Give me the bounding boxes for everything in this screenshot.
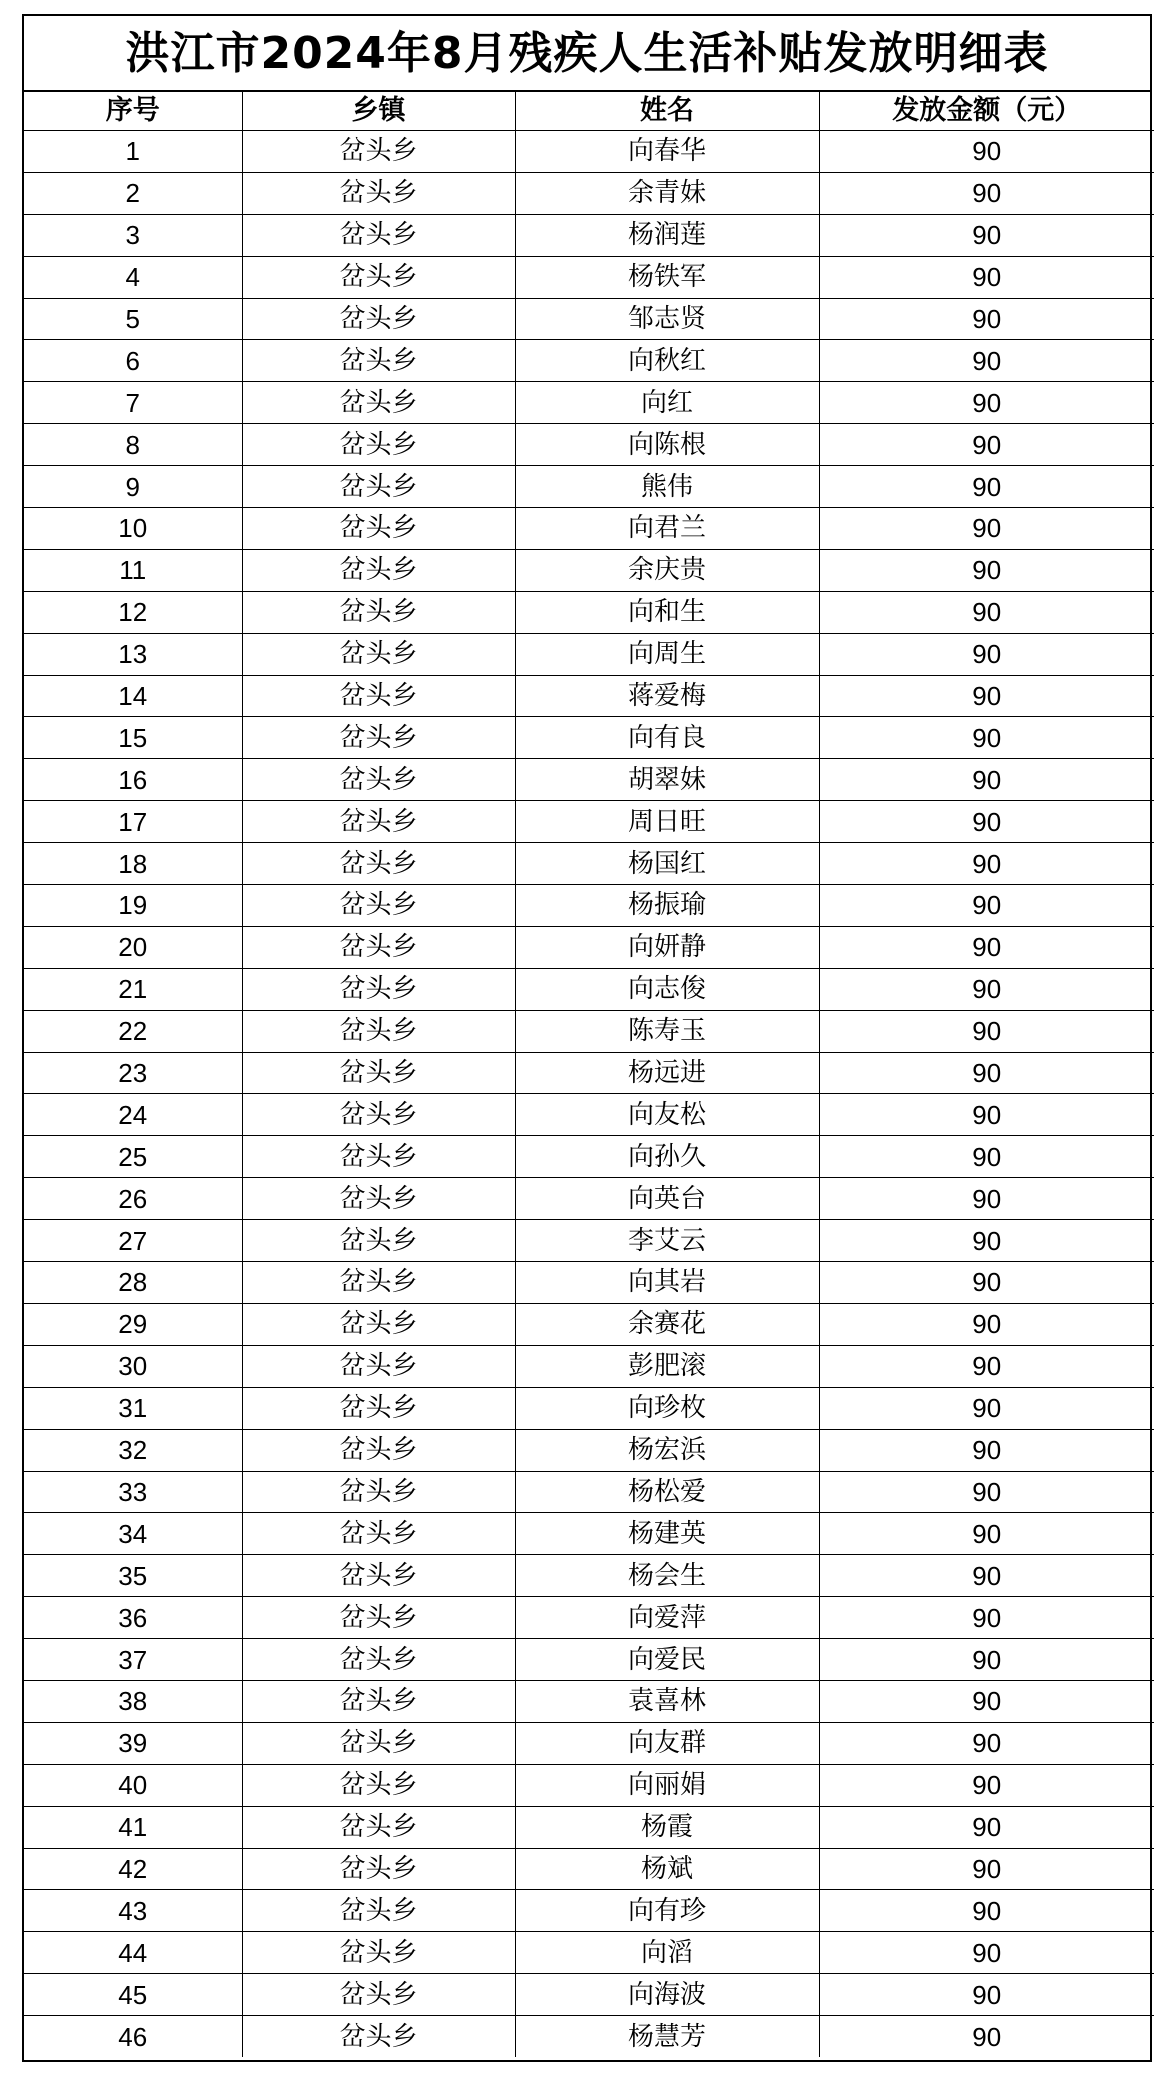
cell-town: 岔头乡 <box>242 1555 515 1597</box>
cell-amount: 90 <box>819 549 1154 591</box>
table-row <box>24 1764 1154 1806</box>
table-row <box>24 1890 1154 1932</box>
table-row <box>24 1136 1154 1178</box>
cell-seq: 1 <box>24 131 242 173</box>
cell-town: 岔头乡 <box>242 591 515 633</box>
cell-name: 杨润莲 <box>515 214 819 256</box>
cell-amount: 90 <box>819 131 1154 173</box>
cell-amount: 90 <box>819 214 1154 256</box>
cell-town: 岔头乡 <box>242 801 515 843</box>
cell-amount: 90 <box>819 1178 1154 1220</box>
table-title: 洪江市2024年8月残疾人生活补贴发放明细表 <box>24 16 1150 92</box>
table-row <box>24 1932 1154 1974</box>
cell-seq: 45 <box>24 1974 242 2016</box>
cell-seq: 19 <box>24 885 242 927</box>
cell-amount: 90 <box>819 1513 1154 1555</box>
table-row <box>24 1387 1154 1429</box>
cell-seq: 31 <box>24 1387 242 1429</box>
cell-town: 岔头乡 <box>242 131 515 173</box>
cell-amount: 90 <box>819 1722 1154 1764</box>
table-row <box>24 1429 1154 1471</box>
table-row <box>24 466 1154 508</box>
cell-amount: 90 <box>819 1932 1154 1974</box>
cell-town: 岔头乡 <box>242 424 515 466</box>
cell-amount: 90 <box>972 2021 1002 2052</box>
cell-name: 向妍静 <box>515 926 819 968</box>
header-row <box>24 92 1154 131</box>
table-row <box>24 633 1154 675</box>
table-row <box>24 885 1154 927</box>
cell-seq: 27 <box>24 1220 242 1262</box>
cell-name: 杨宏浜 <box>515 1429 819 1471</box>
cell-amount: 90 <box>819 1136 1154 1178</box>
table-row <box>24 1555 1154 1597</box>
cell-seq: 43 <box>24 1890 242 1932</box>
table-row <box>24 1513 1154 1555</box>
cell-name: 杨振瑜 <box>515 885 819 927</box>
table-row <box>24 926 1154 968</box>
cell-seq: 5 <box>24 298 242 340</box>
cell-town: 岔头乡 <box>242 382 515 424</box>
cell-name: 向红 <box>515 382 819 424</box>
cell-amount: 90 <box>819 968 1154 1010</box>
cell-amount: 90 <box>819 1764 1154 1806</box>
cell-amount: 90 <box>819 885 1154 927</box>
subsidy-table <box>24 92 1154 2057</box>
table-row <box>24 298 1154 340</box>
cell-name: 邹志贤 <box>515 298 819 340</box>
table-row <box>24 1680 1154 1722</box>
table-row <box>24 172 1154 214</box>
cell-amount: 90 <box>819 675 1154 717</box>
cell-town: 岔头乡 <box>242 2016 515 2057</box>
cell-name: 向滔 <box>515 1932 819 1974</box>
header-amount: 发放金额（元） <box>819 92 1154 131</box>
cell-town: 岔头乡 <box>242 256 515 298</box>
cell-name: 熊伟 <box>515 466 819 508</box>
cell-amount: 90 <box>819 256 1154 298</box>
cell-town: 岔头乡 <box>242 633 515 675</box>
cell-amount: 90 <box>819 759 1154 801</box>
cell-town: 岔头乡 <box>242 926 515 968</box>
cell-amount: 90 <box>819 717 1154 759</box>
cell-amount: 90 <box>819 1303 1154 1345</box>
cell-name: 杨国红 <box>515 843 819 885</box>
table-row <box>24 549 1154 591</box>
table-row <box>24 759 1154 801</box>
cell-town: 岔头乡 <box>242 1890 515 1932</box>
cell-seq: 10 <box>24 508 242 550</box>
cell-town: 岔头乡 <box>242 968 515 1010</box>
table-row <box>24 1220 1154 1262</box>
cell-seq: 29 <box>24 1303 242 1345</box>
cell-name: 蒋爱梅 <box>515 675 819 717</box>
table-row <box>24 256 1154 298</box>
cell-name: 向英台 <box>515 1178 819 1220</box>
table-row <box>24 843 1154 885</box>
cell-town: 岔头乡 <box>242 549 515 591</box>
table-row <box>24 968 1154 1010</box>
cell-amount: 90 <box>819 424 1154 466</box>
cell-seq: 34 <box>24 1513 242 1555</box>
cell-name: 向有良 <box>515 717 819 759</box>
cell-seq: 3 <box>24 214 242 256</box>
cell-amount: 90 <box>819 801 1154 843</box>
cell-name: 向陈根 <box>515 424 819 466</box>
cell-amount: 90 <box>819 1597 1154 1639</box>
table-row <box>24 1974 1154 2016</box>
cell-amount: 90 <box>819 1555 1154 1597</box>
cell-town: 岔头乡 <box>242 717 515 759</box>
cell-seq: 37 <box>24 1639 242 1681</box>
cell-seq: 30 <box>24 1345 242 1387</box>
cell-name: 向周生 <box>515 633 819 675</box>
cell-name: 余赛花 <box>515 1303 819 1345</box>
cell-town: 岔头乡 <box>242 1974 515 2016</box>
cell-amount: 90 <box>819 1806 1154 1848</box>
cell-amount: 90 <box>819 172 1154 214</box>
cell-amount: 90 <box>819 382 1154 424</box>
cell-town: 岔头乡 <box>242 298 515 340</box>
cell-name: 杨铁军 <box>515 256 819 298</box>
table-row <box>24 382 1154 424</box>
cell-town: 岔头乡 <box>242 885 515 927</box>
cell-name: 杨远进 <box>515 1052 819 1094</box>
cell-name: 向春华 <box>515 131 819 173</box>
table-body <box>24 131 1154 2057</box>
cell-seq: 25 <box>24 1136 242 1178</box>
cell-amount: 90 <box>819 1890 1154 1932</box>
cell-amount: 90 <box>819 1094 1154 1136</box>
cell-name: 向友松 <box>515 1094 819 1136</box>
cell-amount: 90 <box>819 1220 1154 1262</box>
cell-seq: 26 <box>24 1178 242 1220</box>
cell-town: 岔头乡 <box>242 1094 515 1136</box>
cell-amount: 90 <box>819 591 1154 633</box>
cell-town: 岔头乡 <box>242 1262 515 1304</box>
cell-name: 向爱民 <box>515 1639 819 1681</box>
cell-town: 岔头乡 <box>242 1429 515 1471</box>
cell-name: 向志俊 <box>515 968 819 1010</box>
cell-amount: 90 <box>819 508 1154 550</box>
cell-seq: 44 <box>24 1932 242 1974</box>
cell-seq: 20 <box>24 926 242 968</box>
cell-town: 岔头乡 <box>242 1387 515 1429</box>
cell-name: 向珍枚 <box>515 1387 819 1429</box>
cell-seq: 38 <box>24 1680 242 1722</box>
cell-seq: 21 <box>24 968 242 1010</box>
cell-amount: 90 <box>819 1639 1154 1681</box>
table-row <box>24 1806 1154 1848</box>
cell-name: 彭肥滚 <box>515 1345 819 1387</box>
cell-name: 李艾云 <box>515 1220 819 1262</box>
cell-seq: 32 <box>24 1429 242 1471</box>
cell-town: 岔头乡 <box>242 1513 515 1555</box>
cell-seq: 33 <box>24 1471 242 1513</box>
cell-town: 岔头乡 <box>242 843 515 885</box>
table-row <box>24 591 1154 633</box>
cell-amount: 90 <box>819 1471 1154 1513</box>
cell-name: 周日旺 <box>515 801 819 843</box>
cell-amount: 90 <box>819 633 1154 675</box>
cell-seq: 41 <box>24 1806 242 1848</box>
cell-name: 胡翠妹 <box>515 759 819 801</box>
cell-seq: 13 <box>24 633 242 675</box>
cell-seq: 9 <box>24 466 242 508</box>
table-row <box>24 675 1154 717</box>
cell-town: 岔头乡 <box>242 1471 515 1513</box>
cell-seq: 22 <box>24 1010 242 1052</box>
table-row <box>24 1052 1154 1094</box>
cell-seq: 36 <box>24 1597 242 1639</box>
cell-seq: 16 <box>24 759 242 801</box>
cell-town: 岔头乡 <box>242 1848 515 1890</box>
cell-town: 岔头乡 <box>242 1136 515 1178</box>
cell-seq: 46 <box>24 2016 242 2057</box>
cell-name: 向友群 <box>515 1722 819 1764</box>
cell-amount: 90 <box>819 926 1154 968</box>
cell-town: 岔头乡 <box>242 1010 515 1052</box>
cell-name: 杨霞 <box>515 1806 819 1848</box>
cell-name: 向和生 <box>515 591 819 633</box>
table-row <box>24 424 1154 466</box>
cell-name: 向孙久 <box>515 1136 819 1178</box>
cell-seq: 14 <box>24 675 242 717</box>
cell-seq: 18 <box>24 843 242 885</box>
cell-seq: 39 <box>24 1722 242 1764</box>
cell-amount: 90 <box>819 1387 1154 1429</box>
cell-town: 岔头乡 <box>242 1345 515 1387</box>
table-row <box>24 1722 1154 1764</box>
cell-name: 向有珍 <box>515 1890 819 1932</box>
cell-name: 向丽娟 <box>515 1764 819 1806</box>
cell-town: 岔头乡 <box>242 1178 515 1220</box>
cell-seq: 23 <box>24 1052 242 1094</box>
cell-amount: 90 <box>819 1262 1154 1304</box>
header-seq: 序号 <box>24 92 242 131</box>
cell-name: 向其岩 <box>515 1262 819 1304</box>
table-row <box>24 1010 1154 1052</box>
cell-town: 岔头乡 <box>242 1806 515 1848</box>
table-row <box>24 214 1154 256</box>
cell-amount: 90 <box>819 1010 1154 1052</box>
cell-amount: 90 <box>819 1429 1154 1471</box>
cell-name: 陈寿玉 <box>515 1010 819 1052</box>
cell-name: 杨松爱 <box>515 1471 819 1513</box>
cell-town: 岔头乡 <box>242 1052 515 1094</box>
table-row <box>24 1848 1154 1890</box>
table-row <box>24 1303 1154 1345</box>
cell-amount: 90 <box>819 1680 1154 1722</box>
cell-amount: 90 <box>819 466 1154 508</box>
cell-seq: 15 <box>24 717 242 759</box>
cell-town: 岔头乡 <box>242 172 515 214</box>
table-row <box>24 1471 1154 1513</box>
cell-seq: 7 <box>24 382 242 424</box>
cell-town: 岔头乡 <box>242 1932 515 1974</box>
cell-town: 岔头乡 <box>242 1303 515 1345</box>
table-row <box>24 131 1154 173</box>
cell-town: 岔头乡 <box>242 1220 515 1262</box>
cell-town: 岔头乡 <box>242 340 515 382</box>
cell-seq: 4 <box>24 256 242 298</box>
cell-town: 岔头乡 <box>242 508 515 550</box>
cell-name: 向爱萍 <box>515 1597 819 1639</box>
cell-seq: 11 <box>24 549 242 591</box>
table-row <box>24 1094 1154 1136</box>
cell-town: 岔头乡 <box>242 466 515 508</box>
cell-name: 杨斌 <box>515 1848 819 1890</box>
cell-seq: 17 <box>24 801 242 843</box>
cell-amount: 90 <box>819 1345 1154 1387</box>
cell-amount: 90 <box>819 843 1154 885</box>
cell-seq: 12 <box>24 591 242 633</box>
cell-name: 袁喜林 <box>515 1680 819 1722</box>
cell-town: 岔头乡 <box>242 1597 515 1639</box>
table-row <box>24 340 1154 382</box>
table-row <box>24 1597 1154 1639</box>
header-town: 乡镇 <box>242 92 515 131</box>
cell-seq: 8 <box>24 424 242 466</box>
cell-amount: 90 <box>819 1974 1154 2016</box>
cell-amount: 90 <box>819 1052 1154 1094</box>
cell-name: 余青妹 <box>515 172 819 214</box>
cell-amount: 90 <box>819 1848 1154 1890</box>
table-row <box>24 508 1154 550</box>
cell-town: 岔头乡 <box>242 1722 515 1764</box>
cell-amount: 90 <box>819 340 1154 382</box>
cell-seq: 24 <box>24 1094 242 1136</box>
cell-seq: 28 <box>24 1262 242 1304</box>
table-row <box>24 1178 1154 1220</box>
cell-seq: 42 <box>24 1848 242 1890</box>
cell-name: 余庆贵 <box>515 549 819 591</box>
cell-name: 杨会生 <box>515 1555 819 1597</box>
table-row <box>24 1639 1154 1681</box>
table-row <box>24 2016 1154 2057</box>
table-row <box>24 1345 1154 1387</box>
table-row <box>24 801 1154 843</box>
cell-town: 岔头乡 <box>242 1680 515 1722</box>
cell-seq: 35 <box>24 1555 242 1597</box>
cell-name: 杨建英 <box>515 1513 819 1555</box>
subsidy-table-sheet <box>22 14 1152 2062</box>
cell-name: 向秋红 <box>515 340 819 382</box>
cell-town: 岔头乡 <box>242 759 515 801</box>
cell-town: 岔头乡 <box>242 1639 515 1681</box>
cell-name: 向海波 <box>515 1974 819 2016</box>
cell-town: 岔头乡 <box>242 1764 515 1806</box>
cell-seq: 40 <box>24 1764 242 1806</box>
cell-amount: 90 <box>819 298 1154 340</box>
cell-seq: 2 <box>24 172 242 214</box>
table-row <box>24 1262 1154 1304</box>
cell-name: 向君兰 <box>515 508 819 550</box>
cell-town: 岔头乡 <box>242 675 515 717</box>
cell-name: 杨慧芳 <box>515 2016 819 2057</box>
cell-seq: 6 <box>24 340 242 382</box>
header-name: 姓名 <box>515 92 819 131</box>
table-row <box>24 717 1154 759</box>
cell-town: 岔头乡 <box>242 214 515 256</box>
